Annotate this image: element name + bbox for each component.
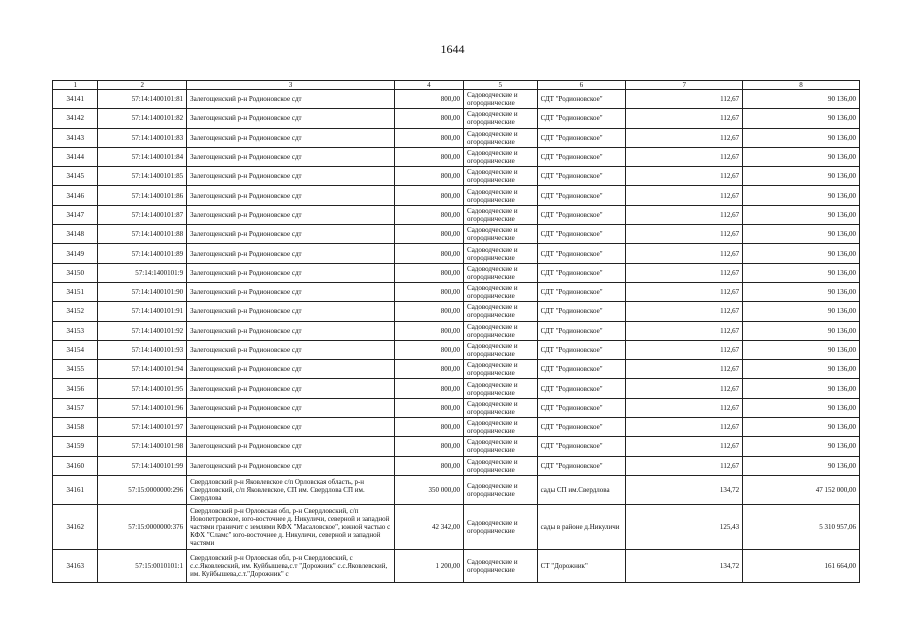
cadastral-number-cell: 57:15:0000000:296 [98,475,187,504]
object-name-cell: СДТ "Родионовское" [537,147,626,166]
row-number-cell: 34142 [53,109,98,128]
object-name-cell: СДТ "Родионовское" [537,340,626,359]
address-cell: Залегощенский р-н Родионовское сдт [187,244,395,263]
table-row [53,186,860,205]
row-number-cell: 34159 [53,437,98,456]
address-cell: Залегощенский р-н Родионовское сдт [187,263,395,282]
cadastral-number-cell: 57:14:1400101:97 [98,418,187,437]
cadastral-value-cell: 90 136,00 [743,244,860,263]
table-row [53,456,860,475]
table-row [53,321,860,340]
area-cell: 1 200,00 [394,549,463,582]
table-row [53,504,860,549]
object-name-cell: СДТ "Родионовское" [537,437,626,456]
cadastral-value-cell: 90 136,00 [743,398,860,417]
area-cell: 42 342,00 [394,504,463,549]
area-cell: 800,00 [394,282,463,301]
address-cell: Залегощенский р-н Родионовское сдт [187,205,395,224]
land-category-cell: Садоводческие и огороднические [464,205,538,224]
cadastral-rate-cell: 112,67 [626,418,743,437]
object-name-cell: СДТ "Родионовское" [537,321,626,340]
cadastral-number-cell: 57:14:1400101:92 [98,321,187,340]
land-registry-table [52,80,860,583]
table-body [53,90,860,583]
area-cell: 800,00 [394,244,463,263]
cadastral-rate-cell: 112,67 [626,302,743,321]
area-cell: 800,00 [394,167,463,186]
area-cell: 800,00 [394,418,463,437]
table-row [53,340,860,359]
area-cell: 800,00 [394,128,463,147]
table-row [53,549,860,582]
object-name-cell: СДТ "Родионовское" [537,379,626,398]
cadastral-number-cell: 57:14:1400101:93 [98,340,187,359]
cadastral-rate-cell: 112,67 [626,147,743,166]
area-cell: 800,00 [394,147,463,166]
cadastral-number-cell: 57:14:1400101:94 [98,360,187,379]
column-header: 7 [626,81,743,90]
row-number-cell: 34145 [53,167,98,186]
row-number-cell: 34160 [53,456,98,475]
cadastral-value-cell: 90 136,00 [743,379,860,398]
cadastral-value-cell: 90 136,00 [743,282,860,301]
cadastral-value-cell: 90 136,00 [743,186,860,205]
address-cell: Залегощенский р-н Родионовское сдт [187,302,395,321]
cadastral-rate-cell: 112,67 [626,205,743,224]
page-number: 1644 [440,42,465,56]
cadastral-number-cell: 57:14:1400101:95 [98,379,187,398]
address-cell: Залегощенский р-н Родионовское сдт [187,128,395,147]
land-category-cell: Садоводческие и огороднические [464,263,538,282]
area-cell: 800,00 [394,90,463,109]
object-name-cell: СДТ "Родионовское" [537,282,626,301]
address-cell: Залегощенский р-н Родионовское сдт [187,147,395,166]
object-name-cell: СДТ "Родионовское" [537,263,626,282]
land-category-cell: Садоводческие и огороднические [464,340,538,359]
table-row [53,167,860,186]
cadastral-value-cell: 90 136,00 [743,418,860,437]
row-number-cell: 34163 [53,549,98,582]
column-header: 5 [464,81,538,90]
object-name-cell: СДТ "Родионовское" [537,225,626,244]
area-cell: 800,00 [394,398,463,417]
land-category-cell: Садоводческие и огороднические [464,418,538,437]
cadastral-value-cell: 90 136,00 [743,109,860,128]
area-cell: 800,00 [394,321,463,340]
column-header: 2 [98,81,187,90]
address-cell: Свердловский р-н Орловская обл, р-н Свердловский, с с.с.Яковлевский, им. Куйбышева,с.т "Дорожник" с.с.Яковлевский, им. Куйбышева,с.т."Дорожник" с [187,549,395,582]
column-header: 1 [53,81,98,90]
table-row [53,109,860,128]
address-cell: Залегощенский р-н Родионовское сдт [187,418,395,437]
area-cell: 800,00 [394,109,463,128]
column-number-row [53,81,860,90]
table-row [53,302,860,321]
area-cell: 800,00 [394,456,463,475]
area-cell: 800,00 [394,225,463,244]
cadastral-number-cell: 57:14:1400101:98 [98,437,187,456]
row-number-cell: 34146 [53,186,98,205]
address-cell: Залегощенский р-н Родионовское сдт [187,186,395,205]
table-row [53,263,860,282]
cadastral-number-cell: 57:14:1400101:90 [98,282,187,301]
land-category-cell: Садоводческие и огороднические [464,109,538,128]
address-cell: Залегощенский р-н Родионовское сдт [187,398,395,417]
area-cell: 800,00 [394,302,463,321]
land-category-cell: Садоводческие и огороднические [464,475,538,504]
land-category-cell: Садоводческие и огороднические [464,90,538,109]
land-category-cell: Садоводческие и огороднические [464,282,538,301]
row-number-cell: 34152 [53,302,98,321]
cadastral-number-cell: 57:14:1400101:83 [98,128,187,147]
cadastral-number-cell: 57:14:1400101:96 [98,398,187,417]
area-cell: 800,00 [394,205,463,224]
table-row [53,147,860,166]
cadastral-value-cell: 90 136,00 [743,263,860,282]
object-name-cell: СТ "Дорожник" [537,549,626,582]
cadastral-value-cell: 90 136,00 [743,225,860,244]
land-category-cell: Садоводческие и огороднические [464,225,538,244]
cadastral-rate-cell: 112,67 [626,321,743,340]
land-category-cell: Садоводческие и огороднические [464,147,538,166]
cadastral-value-cell: 90 136,00 [743,456,860,475]
column-header: 3 [187,81,395,90]
land-category-cell: Садоводческие и огороднические [464,379,538,398]
cadastral-rate-cell: 112,67 [626,456,743,475]
cadastral-rate-cell: 112,67 [626,244,743,263]
row-number-cell: 34162 [53,504,98,549]
area-cell: 800,00 [394,340,463,359]
object-name-cell: СДТ "Родионовское" [537,244,626,263]
object-name-cell: СДТ "Родионовское" [537,205,626,224]
cadastral-number-cell: 57:14:1400101:88 [98,225,187,244]
object-name-cell: СДТ "Родионовское" [537,128,626,147]
cadastral-value-cell: 90 136,00 [743,437,860,456]
row-number-cell: 34143 [53,128,98,147]
cadastral-value-cell: 90 136,00 [743,128,860,147]
cadastral-number-cell: 57:14:1400101:81 [98,90,187,109]
cadastral-number-cell: 57:15:0000000:376 [98,504,187,549]
cadastral-number-cell: 57:14:1400101:99 [98,456,187,475]
cadastral-value-cell: 161 664,00 [743,549,860,582]
row-number-cell: 34157 [53,398,98,417]
cadastral-number-cell: 57:14:1400101:87 [98,205,187,224]
cadastral-number-cell: 57:14:1400101:89 [98,244,187,263]
address-cell: Залегощенский р-н Родионовское сдт [187,109,395,128]
cadastral-rate-cell: 134,72 [626,549,743,582]
object-name-cell: СДТ "Родионовское" [537,109,626,128]
address-cell: Залегощенский р-н Родионовское сдт [187,282,395,301]
area-cell: 800,00 [394,263,463,282]
table-row [53,360,860,379]
cadastral-rate-cell: 112,67 [626,360,743,379]
cadastral-value-cell: 47 152 000,00 [743,475,860,504]
land-category-cell: Садоводческие и огороднические [464,360,538,379]
address-cell: Залегощенский р-н Родионовское сдт [187,321,395,340]
land-category-cell: Садоводческие и огороднические [464,398,538,417]
table-row [53,205,860,224]
cadastral-number-cell: 57:14:1400101:9 [98,263,187,282]
table-row [53,475,860,504]
object-name-cell: СДТ "Родионовское" [537,186,626,205]
row-number-cell: 34156 [53,379,98,398]
cadastral-rate-cell: 112,67 [626,437,743,456]
column-header: 6 [537,81,626,90]
cadastral-number-cell: 57:14:1400101:86 [98,186,187,205]
area-cell: 800,00 [394,379,463,398]
object-name-cell: СДТ "Родионовское" [537,167,626,186]
land-category-cell: Садоводческие и огороднические [464,186,538,205]
column-header: 4 [394,81,463,90]
area-cell: 350 000,00 [394,475,463,504]
cadastral-rate-cell: 112,67 [626,263,743,282]
land-category-cell: Садоводческие и огороднические [464,437,538,456]
cadastral-rate-cell: 125,43 [626,504,743,549]
address-cell: Свердловский р-н Яковлевское с/п Орловская область, р-н Свердловский, с/п Яковлевское, СП им. Свердлова СП им. Свердлова [187,475,395,504]
land-category-cell: Садоводческие и огороднические [464,504,538,549]
land-category-cell: Садоводческие и огороднические [464,321,538,340]
row-number-cell: 34154 [53,340,98,359]
address-cell: Залегощенский р-н Родионовское сдт [187,456,395,475]
cadastral-rate-cell: 112,67 [626,167,743,186]
land-category-cell: Садоводческие и огороднические [464,128,538,147]
column-header: 8 [743,81,860,90]
cadastral-value-cell: 90 136,00 [743,321,860,340]
cadastral-rate-cell: 112,67 [626,398,743,417]
land-category-cell: Садоводческие и огороднические [464,167,538,186]
cadastral-number-cell: 57:14:1400101:84 [98,147,187,166]
object-name-cell: СДТ "Родионовское" [537,418,626,437]
row-number-cell: 34141 [53,90,98,109]
row-number-cell: 34144 [53,147,98,166]
address-cell: Залегощенский р-н Родионовское сдт [187,225,395,244]
object-name-cell: СДТ "Родионовское" [537,456,626,475]
table-row [53,418,860,437]
table-row [53,379,860,398]
area-cell: 800,00 [394,360,463,379]
cadastral-value-cell: 5 310 957,06 [743,504,860,549]
cadastral-value-cell: 90 136,00 [743,90,860,109]
object-name-cell: СДТ "Родионовское" [537,302,626,321]
address-cell: Залегощенский р-н Родионовское сдт [187,379,395,398]
table-row [53,225,860,244]
table-row [53,244,860,263]
object-name-cell: СДТ "Родионовское" [537,360,626,379]
cadastral-number-cell: 57:14:1400101:82 [98,109,187,128]
row-number-cell: 34161 [53,475,98,504]
cadastral-rate-cell: 112,67 [626,186,743,205]
row-number-cell: 34149 [53,244,98,263]
cadastral-rate-cell: 134,72 [626,475,743,504]
area-cell: 800,00 [394,186,463,205]
row-number-cell: 34155 [53,360,98,379]
address-cell: Залегощенский р-н Родионовское сдт [187,437,395,456]
row-number-cell: 34150 [53,263,98,282]
table-row [53,90,860,109]
table-row [53,437,860,456]
cadastral-rate-cell: 112,67 [626,225,743,244]
land-category-cell: Садоводческие и огороднические [464,456,538,475]
object-name-cell: СДТ "Родионовское" [537,90,626,109]
table-row [53,398,860,417]
address-cell: Свердловский р-н Орловская обл, р-н Свердловский, с/п Новопетровское, юго-восточнее д. Никуличи, северной и западной частями граничит с землями КФХ "Масаловское", южной частью с КФХ "Сламс" юго-восточнее д. Никуличи, северной и западной частями [187,504,395,549]
cadastral-rate-cell: 112,67 [626,340,743,359]
cadastral-rate-cell: 112,67 [626,282,743,301]
cadastral-number-cell: 57:14:1400101:91 [98,302,187,321]
cadastral-value-cell: 90 136,00 [743,360,860,379]
cadastral-rate-cell: 112,67 [626,379,743,398]
land-category-cell: Садоводческие и огороднические [464,244,538,263]
object-name-cell: сады СП им.Свердлова [537,475,626,504]
cadastral-rate-cell: 112,67 [626,109,743,128]
address-cell: Залегощенский р-н Родионовское сдт [187,360,395,379]
cadastral-rate-cell: 112,67 [626,90,743,109]
cadastral-number-cell: 57:14:1400101:85 [98,167,187,186]
table-row [53,128,860,147]
land-category-cell: Садоводческие и огороднические [464,302,538,321]
cadastral-value-cell: 90 136,00 [743,205,860,224]
object-name-cell: СДТ "Родионовское" [537,398,626,417]
cadastral-number-cell: 57:15:0010101:1 [98,549,187,582]
address-cell: Залегощенский р-н Родионовское сдт [187,340,395,359]
cadastral-value-cell: 90 136,00 [743,147,860,166]
land-category-cell: Садоводческие и огороднические [464,549,538,582]
cadastral-value-cell: 90 136,00 [743,167,860,186]
cadastral-rate-cell: 112,67 [626,128,743,147]
cadastral-value-cell: 90 136,00 [743,340,860,359]
object-name-cell: сады в районе д.Никуличи [537,504,626,549]
row-number-cell: 34153 [53,321,98,340]
area-cell: 800,00 [394,437,463,456]
address-cell: Залегощенский р-н Родионовское сдт [187,90,395,109]
row-number-cell: 34151 [53,282,98,301]
row-number-cell: 34148 [53,225,98,244]
address-cell: Залегощенский р-н Родионовское сдт [187,167,395,186]
row-number-cell: 34147 [53,205,98,224]
cadastral-value-cell: 90 136,00 [743,302,860,321]
row-number-cell: 34158 [53,418,98,437]
table-row [53,282,860,301]
